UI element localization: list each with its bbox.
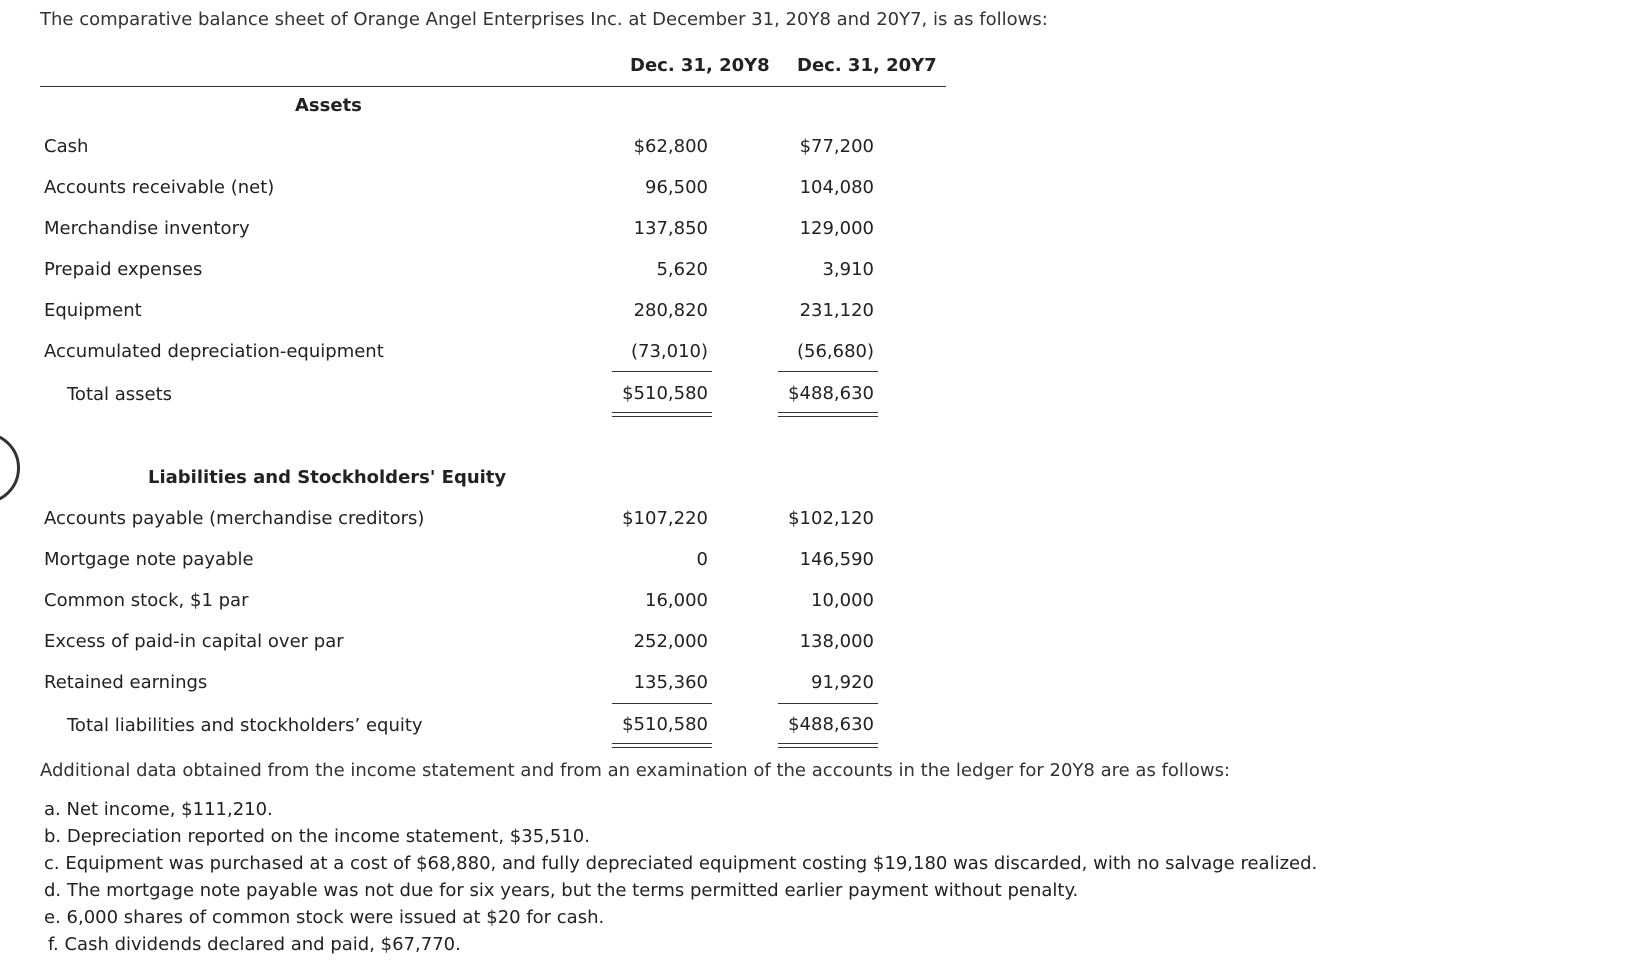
- row-label-merchandise-inventory: Merchandise inventory: [44, 218, 250, 239]
- total-assets-double-rule-20y8: [612, 412, 712, 417]
- row-label-mortgage-note-payable: Mortgage note payable: [44, 549, 254, 570]
- accumulated-depreciation-20y8: (73,010): [630, 341, 708, 362]
- equipment-20y8: 280,820: [633, 300, 708, 321]
- row-label-excess-paid-in-capital: Excess of paid-in capital over par: [44, 631, 344, 652]
- prepaid-expenses-20y7: 3,910: [822, 259, 874, 280]
- row-label-total-assets: Total assets: [67, 384, 173, 405]
- mortgage-note-payable-20y8: 0: [696, 549, 708, 570]
- retained-earnings-20y7: 91,920: [811, 672, 874, 693]
- row-label-accumulated-depreciation: Accumulated depreciation-equipment: [44, 341, 384, 362]
- row-label-cash: Cash: [44, 136, 89, 157]
- accounts-payable-20y7: $102,120: [788, 508, 874, 529]
- total-assets-20y8: $510,580: [622, 383, 708, 404]
- prepaid-expenses-20y8: 5,620: [656, 259, 708, 280]
- common-stock-20y8: 16,000: [645, 590, 708, 611]
- equipment-20y7: 231,120: [799, 300, 874, 321]
- row-label-prepaid-expenses: Prepaid expenses: [44, 259, 203, 280]
- cash-20y8: $62,800: [633, 136, 708, 157]
- partial-circle-icon: [0, 432, 20, 504]
- additional-item-a: a. Net income, $111,210.: [44, 799, 273, 820]
- row-label-total-liabilities-equity: Total liabilities and stockholders’ equity: [67, 715, 423, 736]
- excess-paid-in-capital-20y8: 252,000: [633, 631, 708, 652]
- total-assets-20y7: $488,630: [788, 383, 874, 404]
- excess-paid-in-capital-20y7: 138,000: [799, 631, 874, 652]
- total-liabilities-equity-20y8: $510,580: [622, 714, 708, 735]
- row-label-accounts-receivable: Accounts receivable (net): [44, 177, 275, 198]
- additional-data-intro: Additional data obtained from the income statement and from an examination of the accounts in the ledger for 20Y8 are as follows:: [40, 760, 1231, 781]
- cash-20y7: $77,200: [799, 136, 874, 157]
- common-stock-20y7: 10,000: [811, 590, 874, 611]
- additional-item-b: b. Depreciation reported on the income statement, $35,510.: [44, 826, 590, 847]
- row-label-retained-earnings: Retained earnings: [44, 672, 208, 693]
- merchandise-inventory-20y7: 129,000: [799, 218, 874, 239]
- header-rule: [40, 86, 946, 87]
- total-liabilities-equity-20y7: $488,630: [788, 714, 874, 735]
- total-liabilities-double-rule-20y8: [612, 743, 712, 748]
- row-label-common-stock: Common stock, $1 par: [44, 590, 249, 611]
- additional-item-f: f. Cash dividends declared and paid, $67,770.: [48, 934, 461, 955]
- intro-text: The comparative balance sheet of Orange Angel Enterprises Inc. at December 31, 20Y8 and 20Y7, is as follows:: [40, 9, 1048, 30]
- row-label-accounts-payable: Accounts payable (merchandise creditors): [44, 508, 425, 529]
- liabilities-subtotal-rule-20y7: [778, 703, 878, 704]
- assets-subtotal-rule-20y7: [778, 371, 878, 372]
- assets-heading: Assets: [295, 95, 362, 116]
- merchandise-inventory-20y8: 137,850: [633, 218, 708, 239]
- additional-item-e: e. 6,000 shares of common stock were issued at $20 for cash.: [44, 907, 605, 928]
- mortgage-note-payable-20y7: 146,590: [799, 549, 874, 570]
- total-assets-double-rule-20y7: [778, 412, 878, 417]
- additional-item-c: c. Equipment was purchased at a cost of $68,880, and fully depreciated equipment costing $19,180 was discarded, with no salvage realized.: [44, 853, 1318, 874]
- liabilities-subtotal-rule-20y8: [612, 703, 712, 704]
- total-liabilities-double-rule-20y7: [778, 743, 878, 748]
- row-label-equipment: Equipment: [44, 300, 142, 321]
- liabilities-heading: Liabilities and Stockholders' Equity: [148, 467, 507, 488]
- assets-subtotal-rule-20y8: [612, 371, 712, 372]
- accounts-receivable-20y7: 104,080: [799, 177, 874, 198]
- accounts-payable-20y8: $107,220: [622, 508, 708, 529]
- header-dec-20y7: Dec. 31, 20Y7: [797, 55, 937, 76]
- retained-earnings-20y8: 135,360: [633, 672, 708, 693]
- accumulated-depreciation-20y7: (56,680): [796, 341, 874, 362]
- accounts-receivable-20y8: 96,500: [645, 177, 708, 198]
- additional-item-d: d. The mortgage note payable was not due for six years, but the terms permitted earlier payment without penalty.: [44, 880, 1079, 901]
- header-dec-20y8: Dec. 31, 20Y8: [630, 55, 770, 76]
